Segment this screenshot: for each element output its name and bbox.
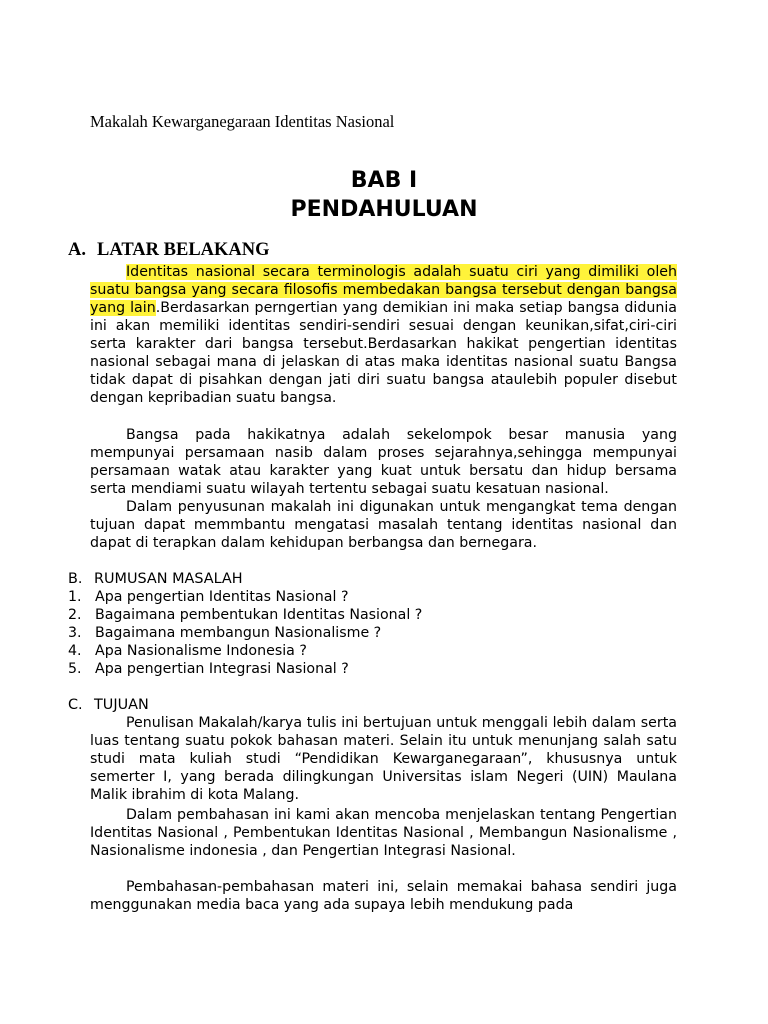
section-c-letter: C. [68, 697, 83, 713]
list-item: 4. Apa Nasionalisme Indonesia ? [68, 643, 307, 659]
document-header-title: Makalah Kewarganegaraan Identitas Nasional [90, 112, 395, 131]
section-c-paragraph-3: Pembahasan-pembahasan materi ini, selain memakai bahasa sendiri juga menggunakan media baca yang ada supaya lebih mendukung pada [90, 879, 677, 913]
list-item: 1. Apa pengertian Identitas Nasional ? [68, 589, 349, 605]
section-a-heading [68, 240, 270, 261]
list-item: 5. Apa pengertian Integrasi Nasional ? [68, 661, 349, 677]
chapter-number: BAB I [350, 168, 418, 193]
section-c-heading [68, 696, 149, 714]
section-c-paragraph-2: Dalam pembahasan ini kami akan mencoba menjelaskan tentang Pengertian Identitas Nasional , Pembentukan Identitas Nasional , Membangun Nasionalisme , Nasionalisme indonesia , dan Pengertian Integrasi Nasional. [90, 807, 677, 859]
section-b-letter: B. [68, 571, 83, 587]
section-b-title: RUMUSAN MASALAH [94, 571, 243, 587]
chapter-title: PENDAHULUAN [290, 197, 478, 222]
section-a-paragraph-3: Dalam penyusunan makalah ini digunakan untuk mengangkat tema dengan tujuan dapat memmbantu mengatasi masalah tentang identitas nasional dan dapat di terapkan dalam kehidupan berbangsa dan bernegara. [90, 499, 677, 551]
section-a-paragraph-2: Bangsa pada hakikatnya adalah sekelompok besar manusia yang mempunyai persamaan nasib dalam proses sejarahnya,sehingga mempunyai persamaan watak atau karakter yang kuat untuk bersatu dan hidup bersama serta mendiami suatu wilayah tertentu sebagai suatu kesatuan nasional. [90, 427, 677, 497]
highlighted-text: Identitas nasional secara terminologis adalah suatu ciri yang dimiliki oleh suatu bangsa yang secara filosofis membedakan bangsa tersebut dengan bangsa yang lain [90, 264, 677, 316]
chapter-heading [0, 166, 768, 224]
list-item: 2. Bagaimana pembentukan Identitas Nasional ? [68, 607, 423, 623]
section-c-title: TUJUAN [94, 697, 149, 713]
section-a-paragraph-1 [90, 263, 677, 407]
section-a-letter: A. [68, 240, 86, 260]
list-item: 3. Bagaimana membangun Nasionalisme ? [68, 625, 382, 641]
paragraph-text: .Berdasarkan perngertian yang demikian ini maka setiap bangsa didunia ini akan memiliki identitas sendiri-sendiri sesuai dengan keunikan,sifat,ciri-ciri serta karakter dari bangsa tersebut.Berdasarkan hakikat pengertian identitas nasional sebagai mana di jelaskan di atas maka identitas nasional suatu Bangsa tidak dapat di pisahkan dengan jati diri suatu bangsa ataulebih populer disebut dengan kepribadian suatu bangsa. [90, 300, 677, 406]
section-b-heading [68, 570, 243, 588]
section-c-paragraph-1: Penulisan Makalah/karya tulis ini bertujuan untuk menggali lebih dalam serta luas tentang suatu pokok bahasan materi. Selain itu untuk menunjang salah satu studi mata kuliah studi “Pendidikan Kewarganegaraan”, khususnya untuk semerter I, yang berada dilingkungan Universitas islam Negeri (UIN) Maulana Malik ibrahim di kota Malang. [90, 715, 677, 803]
problem-list [68, 588, 422, 678]
section-a-title: LATAR BELAKANG [97, 240, 270, 260]
